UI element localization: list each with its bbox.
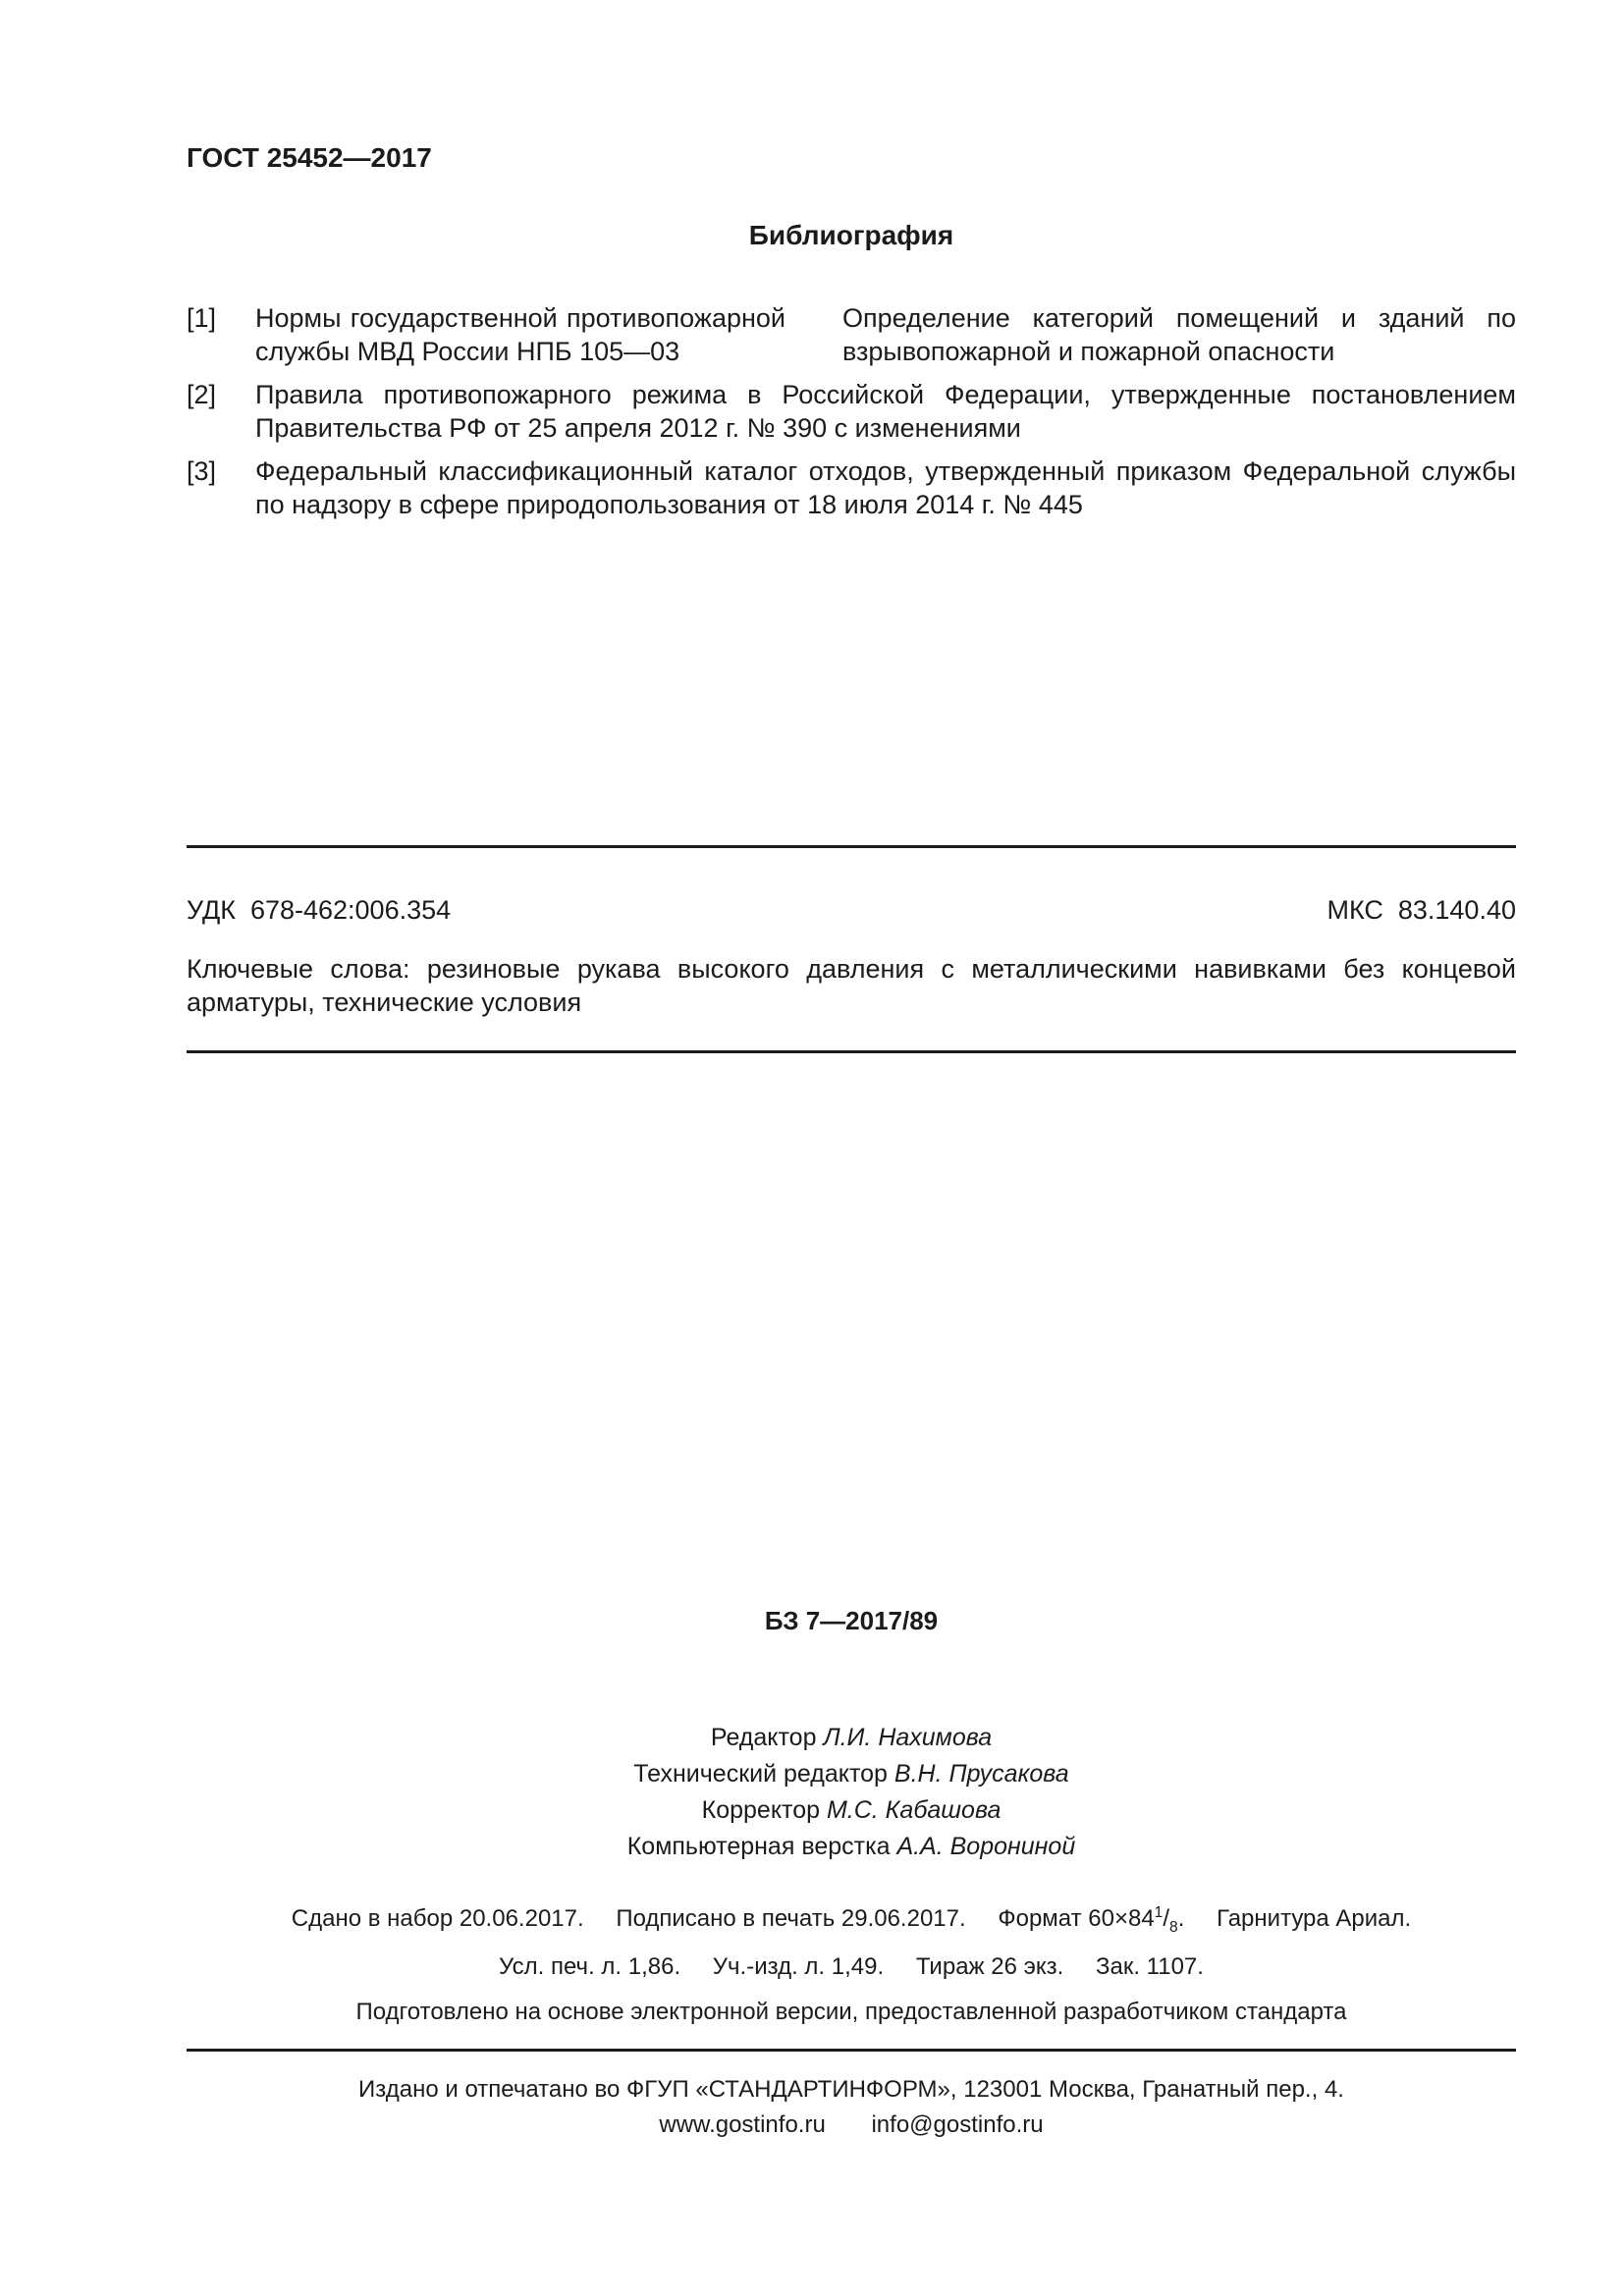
imprint-order: Зак. 1107. xyxy=(1095,1953,1204,1980)
mks-code: МКС 83.140.40 xyxy=(1326,895,1516,925)
bibliography-list xyxy=(187,301,1516,521)
bibliography-entry xyxy=(187,378,1516,445)
credit-role: Технический редактор xyxy=(633,1760,888,1788)
udk-code: УДК 678-462:006.354 xyxy=(187,895,452,925)
imprint-pub-sheets: Уч.-изд. л. 1,49. xyxy=(712,1953,885,1980)
credit-role: Редактор xyxy=(710,1724,817,1751)
footer-contacts xyxy=(187,2110,1516,2140)
imprint-line xyxy=(187,1952,1516,1982)
divider xyxy=(187,1050,1516,1053)
credit-name: М.С. Кабашова xyxy=(826,1796,1001,1824)
entry-description: Определение категорий помещений и зданий по взрывопожарной и пожарной опасности xyxy=(842,303,1516,366)
imprint-line xyxy=(187,1898,1516,1943)
series-code: БЗ 7—2017/89 xyxy=(764,1606,939,1635)
prepared-note: Подготовлено на основе электронной версии, предоставленной разработчиком стандарта xyxy=(355,1999,1347,2025)
bibliography-entry xyxy=(187,301,1516,368)
divider xyxy=(187,2049,1516,2052)
credit-role: Корректор xyxy=(701,1796,821,1824)
entry-reference: Федеральный классификационный каталог отходов, утвержденный приказом Федеральной службы по надзору в сфере природопользования от 18 июля 2014 г. № 445 xyxy=(255,456,1516,519)
credit-line xyxy=(187,1756,1516,1792)
footer-publisher: Издано и отпечатано во ФГУП «СТАНДАРТИНФОРМ», 123001 Москва, Гранатный пер., 4. xyxy=(358,2076,1344,2103)
imprint-format-sub: 8 xyxy=(1169,1919,1178,1936)
divider xyxy=(187,845,1516,848)
footer-website: www.gostinfo.ru xyxy=(659,2111,826,2138)
entry-reference: Нормы государственной противопожарной службы МВД России НПБ 105—03 xyxy=(255,303,785,366)
credit-name: В.Н. Прусакова xyxy=(893,1760,1069,1788)
entry-label: [1] xyxy=(187,303,217,333)
imprint-format-prefix: Формат 60×84 xyxy=(998,1905,1155,1932)
entry-reference: Правила противопожарного режима в Российской Федерации, утвержденные постановлением Правительства РФ от 25 апреля 2012 г. № 390 с изменениями xyxy=(255,380,1516,443)
credit-line xyxy=(187,1720,1516,1756)
imprint-format xyxy=(998,1904,1185,1936)
keywords-text: Ключевые слова: резиновые рукава высокого давления с металлическими навивками без концевой арматуры, технические условия xyxy=(187,954,1516,1017)
imprint-format-period: . xyxy=(1177,1905,1185,1932)
imprint-circulation: Тираж 26 экз. xyxy=(915,1953,1064,1980)
imprint-format-sup: 1 xyxy=(1154,1904,1164,1921)
credit-line xyxy=(187,1792,1516,1829)
imprint-format-slash: / xyxy=(1163,1905,1170,1932)
entry-label: [2] xyxy=(187,380,217,409)
bibliography-entry xyxy=(187,454,1516,521)
credit-name: Л.И. Нахимова xyxy=(823,1724,993,1751)
imprint-print-date: Подписано в печать 29.06.2017. xyxy=(616,1905,966,1932)
credit-name: А.А. Ворониной xyxy=(896,1833,1076,1860)
doc-number: ГОСТ 25452—2017 xyxy=(187,142,432,173)
imprint-typeface: Гарнитура Ариал. xyxy=(1217,1905,1412,1932)
page-title: Библиография xyxy=(748,220,954,250)
imprint-set-date: Сдано в набор 20.06.2017. xyxy=(291,1905,584,1932)
classification-row xyxy=(187,893,1516,927)
credit-role: Компьютерная верстка xyxy=(626,1833,891,1860)
credit-line xyxy=(187,1829,1516,1865)
credits-block xyxy=(187,1720,1516,1865)
footer-email: info@gostinfo.ru xyxy=(871,2111,1044,2138)
imprint-conv-sheets: Усл. печ. л. 1,86. xyxy=(499,1953,681,1980)
entry-label: [3] xyxy=(187,456,217,486)
